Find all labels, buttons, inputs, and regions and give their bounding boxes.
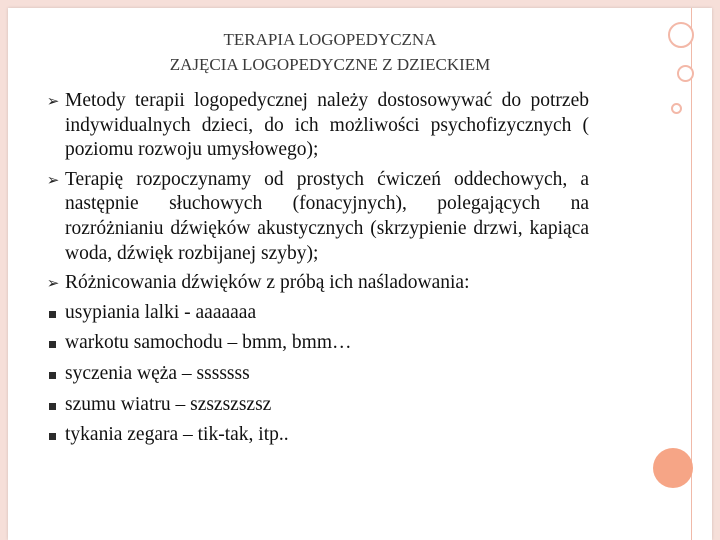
arrow-bullet-icon: ➢ xyxy=(46,94,60,110)
square-bullet-icon xyxy=(49,311,56,318)
arrow-bullet-icon: ➢ xyxy=(46,172,60,189)
list-item xyxy=(49,331,589,356)
list-item xyxy=(49,362,589,387)
square-bullet-icon xyxy=(49,403,56,410)
square-bullet-icon xyxy=(49,341,56,348)
list-item-text: Różnicowania dźwięków z próbą ich naśladowania: xyxy=(65,272,470,294)
square-bullet-icon xyxy=(49,433,56,440)
arrow-bullet-icon: ➢ xyxy=(46,276,60,293)
list-item xyxy=(46,89,589,163)
list-item-text: usypiania lalki - aaaaaaa xyxy=(65,301,257,323)
list-item-text: szumu wiatru – szszszszsz xyxy=(65,393,272,415)
slide-title xyxy=(100,27,560,77)
list-item xyxy=(46,168,589,266)
decorative-circle-outline xyxy=(677,65,694,82)
list-item xyxy=(49,301,589,326)
list-item xyxy=(46,271,589,296)
list-item-text: Terapię rozpoczynamy od prostych ćwiczeń oddechowych, a następnie słuchowych (fonacyjnych), polegających na rozróżnianiu dźwięków akustycznych (skrzypienie drzwi, kapiąca woda, dźwięk rozbijanej szyby); xyxy=(65,168,589,264)
list-item xyxy=(49,393,589,418)
decorative-circle-outline xyxy=(668,22,694,48)
square-bullet-icon xyxy=(49,372,56,379)
list-item-text: syczenia węża – sssssss xyxy=(65,362,250,384)
bullet-list xyxy=(46,89,589,454)
title-line-1: TERAPIA LOGOPEDYCZNA xyxy=(223,30,437,49)
title-line-2: ZAJĘCIA LOGOPEDYCZNE Z DZIECKIEM xyxy=(169,55,491,74)
list-item xyxy=(49,423,589,448)
list-item-text: tykania zegara – tik-tak, itp.. xyxy=(65,424,289,446)
list-item-text: warkotu samochodu – bmm, bmm… xyxy=(65,332,352,354)
list-item-text: Metody terapii logopedycznej należy dostosowywać do potrzeb indywidualnych dzieci, do ich możliwości psychofizycznych ( poziomu rozwoju umysłowego); xyxy=(65,90,589,161)
decorative-circle-outline xyxy=(671,103,682,114)
decorative-circle-filled xyxy=(653,448,693,488)
